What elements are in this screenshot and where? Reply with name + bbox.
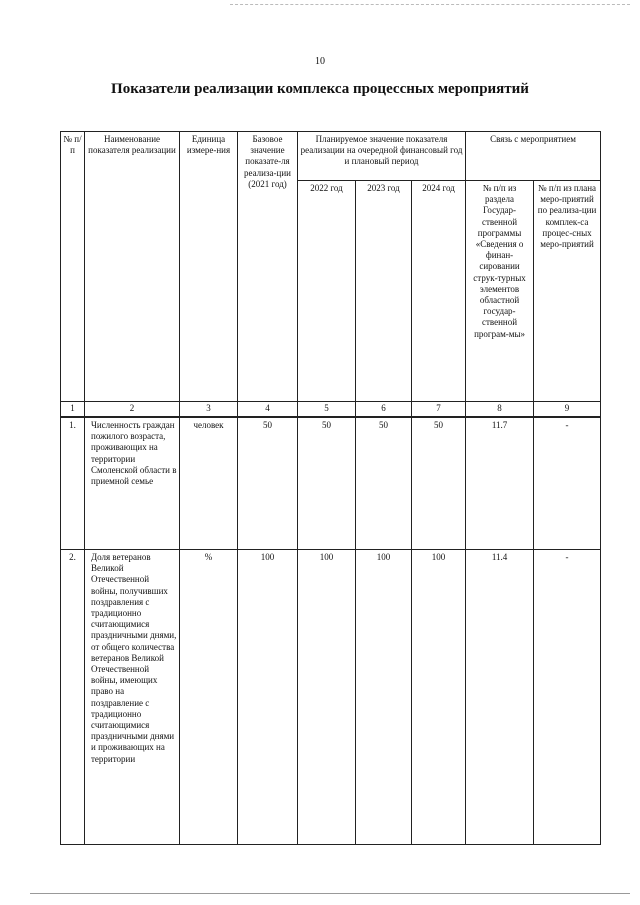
row-indicator-name: Численность граждан пожилого возраста, проживающих на территории Смоленской области в приемной семье	[85, 417, 180, 550]
row-link-plan: -	[534, 417, 601, 550]
column-number: 5	[298, 402, 356, 418]
column-number: 1	[61, 402, 85, 418]
row-indicator-name: Доля ветеранов Великой Отечественной войны, получивших поздравления с традиционно считающимися праздничными днями, от общего количества ветеранов Великой Отечественной войны, имеющих право на поздравление с традиционно считающимися праздничными днями и проживающих на территории	[85, 550, 180, 845]
column-number: 2	[85, 402, 180, 418]
row-value-2023: 50	[356, 417, 412, 550]
header-year-2023: 2023 год	[356, 181, 412, 402]
column-number: 9	[534, 402, 601, 418]
row-value-2023: 100	[356, 550, 412, 845]
row-unit: %	[180, 550, 238, 845]
bottom-scan-rule	[30, 893, 630, 894]
column-number: 6	[356, 402, 412, 418]
header-name: Наименование показателя реализации	[85, 132, 180, 402]
header-row-1	[61, 132, 601, 181]
page-number: 10	[315, 56, 325, 67]
header-year-2024: 2024 год	[412, 181, 466, 402]
column-number: 7	[412, 402, 466, 418]
header-link-plan: № п/п из плана меро-приятий по реализа-ции комплек-са процес-сных меро-приятий	[534, 181, 601, 402]
table-row	[61, 417, 601, 550]
row-num: 1.	[61, 417, 85, 550]
column-number: 3	[180, 402, 238, 418]
column-number: 4	[238, 402, 298, 418]
page-title: Показатели реализации комплекса процессных мероприятий	[111, 81, 529, 97]
header-base: Базовое значение показате-ля реализа-ции (2021 год)	[238, 132, 298, 402]
row-value-2022: 50	[298, 417, 356, 550]
row-value-2024: 100	[412, 550, 466, 845]
header-link-section: № п/п из раздела Государ-ственной программы «Сведения о финан-сировании струк-турных элементов областной государ-ственной програм-мы»	[466, 181, 534, 402]
column-number: 8	[466, 402, 534, 418]
row-link-section: 11.4	[466, 550, 534, 845]
header-planned: Планируемое значение показателя реализации на очередной финансовый год и плановый период	[298, 132, 466, 181]
header-year-2022: 2022 год	[298, 181, 356, 402]
row-num: 2.	[61, 550, 85, 845]
row-base-value: 50	[238, 417, 298, 550]
row-value-2024: 50	[412, 417, 466, 550]
indicators-table	[60, 131, 601, 845]
column-number-row	[61, 402, 601, 418]
row-value-2022: 100	[298, 550, 356, 845]
row-unit: человек	[180, 417, 238, 550]
row-link-section: 11.7	[466, 417, 534, 550]
row-link-plan: -	[534, 550, 601, 845]
header-unit: Единица измере-ния	[180, 132, 238, 402]
header-link: Связь с мероприятием	[466, 132, 601, 181]
table-row	[61, 550, 601, 845]
header-num: № п/п	[61, 132, 85, 402]
row-base-value: 100	[238, 550, 298, 845]
top-scan-rule	[230, 4, 630, 5]
